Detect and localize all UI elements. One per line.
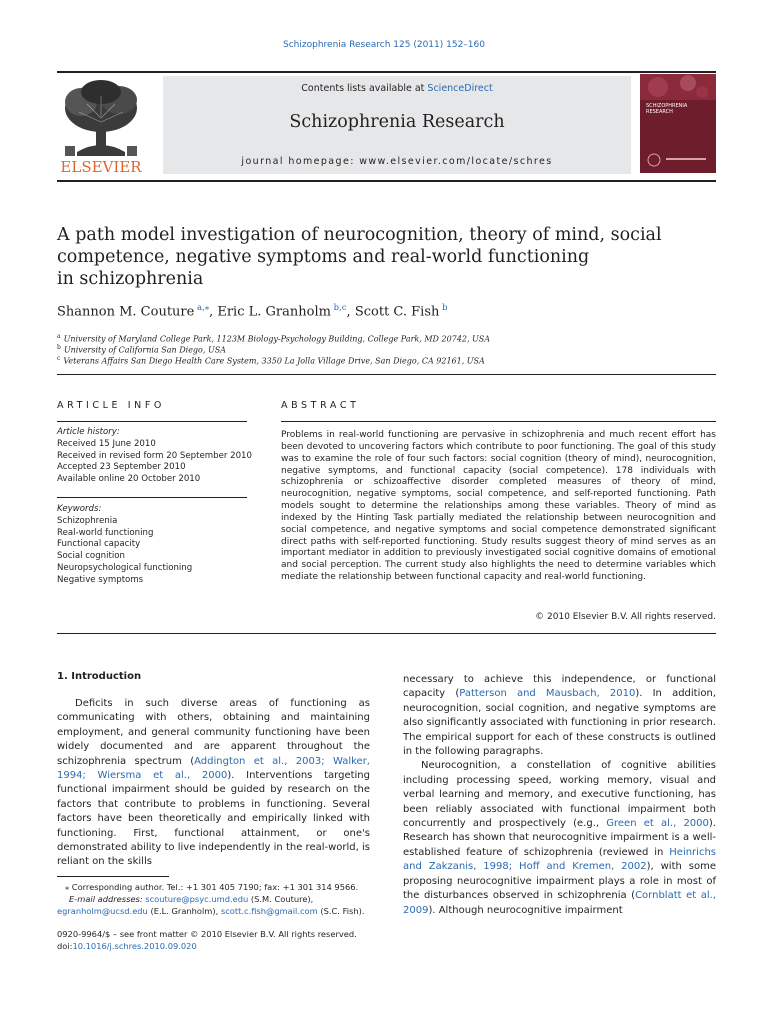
author-name: Scott C. Fish	[354, 304, 440, 320]
body-text: ). Interventions targeting functional impairment should be guided by research on the factors that contribute to problems in functioning. Several factors have been theoretically and empirically linked with functioning. First, functional attainment, or one's demonstrated ability to live independently in the real-world, is reliant on the skills	[57, 770, 370, 868]
journal-citation[interactable]: Schizophrenia Research 125 (2011) 152–160	[283, 40, 485, 50]
affiliation-text: University of Maryland College Park, 1123M Biology-Psychology Building, College Park, MD 20742, USA	[63, 334, 491, 344]
article-info-rule	[57, 421, 247, 422]
author-affiliation-link[interactable]: b,c	[330, 303, 347, 313]
body-text: ). In addition, neurocognition, social cognition, and negative symptoms are also significantly associated with functioning in prior research. The empirical support for each of these constructs is outlined in the following paragraphs.	[403, 688, 717, 758]
contents-prefix: Contents lists available at	[301, 83, 428, 94]
author-list	[57, 303, 448, 319]
cover-emblem-icon	[644, 150, 712, 170]
keywords	[57, 504, 257, 587]
cover-pattern-icon	[640, 74, 716, 100]
body-text: ), with some proposing neurocognitive impairment plays a role in most of the disturbances observed in schizophrenia (	[403, 861, 716, 902]
journal-masthead	[163, 76, 631, 174]
email-owner: (S.C. Fish).	[317, 906, 365, 916]
author-name: Shannon M. Couture	[57, 304, 195, 320]
abstract-text: Problems in real-world functioning are pervasive in schizophrenia and much recent effort has been devoted to uncovering factors which contribute to poor functioning. The goal of this study was to examine the role of four such factors: social cognition (theory of mind), neurocognition, negative symptoms, and functional capacity (social competence). 178 individuals with schizophrenia or schizoaffective disorder completed measures of theory of mind, neurocognition, negative symptoms, social competence, and self-reported functioning. Path models sought to determine the relationships among these variables. Theory of mind as indexed by the Hinting Task partially mediated the relationship between neurocognition and social competence, and negative symptoms and social competence demonstrated significant direct paths with self-reported functioning. Study results suggest theory of mind serves as an important mediator in addition to previously investigated social cognitive domains of emotional and social perception. The current study also highlights the need to determine variables which mediate the relationship between functional capacity and real-world functioning.	[281, 430, 716, 583]
email-label: E-mail addresses:	[69, 894, 143, 904]
history-item: Received in revised form 20 September 2010	[57, 450, 252, 461]
citation-link[interactable]: Patterson and Mausbach, 2010	[459, 688, 636, 700]
affiliation-marker: b	[57, 344, 61, 351]
affiliation-divider	[57, 374, 716, 375]
affiliation-text: University of California San Diego, USA	[63, 345, 226, 355]
author-name: Eric L. Granholm	[217, 304, 331, 320]
body-column-right	[403, 673, 716, 918]
issn-line: 0920-9964/$ – see front matter © 2010 Elsevier B.V. All rights reserved.	[57, 929, 357, 939]
keyword: Real-world functioning	[57, 527, 154, 538]
article-info-heading: ARTICLE INFO	[57, 400, 166, 411]
email-link[interactable]: egranholm@ucsd.edu	[57, 906, 148, 916]
body-column-left	[57, 697, 370, 870]
article-title	[57, 224, 697, 290]
sciencedirect-link[interactable]: ScienceDirect	[427, 83, 493, 94]
author-affiliation-link[interactable]: b	[439, 303, 448, 313]
title-line: competence, negative symptoms and real-world functioning	[57, 247, 590, 267]
email-owner: (E.L. Granholm),	[147, 906, 221, 916]
keyword: Schizophrenia	[57, 515, 118, 526]
body-text: necessary to achieve this independence, or functional capacity (	[403, 674, 716, 700]
abstract-rule	[281, 421, 716, 422]
email-owner: (S.M. Couture),	[248, 894, 314, 904]
affiliation-text: Veterans Affairs San Diego Health Care System, 3350 La Jolla Village Drive, San Diego, CA 92161, USA	[63, 356, 485, 366]
corresponding-author-footnote	[57, 881, 372, 917]
doi-prefix: doi:	[57, 941, 73, 951]
email-link[interactable]: scouture@psyc.umd.edu	[145, 894, 249, 904]
email-link[interactable]: scott.c.fish@gmail.com	[220, 906, 318, 916]
header-rule-bottom	[57, 180, 716, 182]
history-label: Article history:	[57, 427, 120, 437]
affiliation	[57, 333, 490, 344]
cover-band	[640, 74, 716, 100]
article-history	[57, 427, 257, 486]
doi-link[interactable]: 10.1016/j.schres.2010.09.020	[72, 941, 197, 951]
journal-cover-image	[640, 74, 716, 173]
journal-title: Schizophrenia Research	[289, 112, 505, 132]
footnote-rule	[57, 876, 169, 877]
title-line: in schizophrenia	[57, 269, 204, 289]
body-text: ). Research has shown that neurocognitive impairment is a well-established feature of schizophrenia (reviewed in	[403, 818, 716, 858]
cover-title: SCHIZOPHRENIA RESEARCH	[646, 103, 688, 115]
affiliation-marker: a	[57, 333, 61, 340]
citation-link[interactable]: Green et al., 2000	[606, 818, 709, 830]
keyword: Social cognition	[57, 551, 125, 562]
abstract-heading: ABSTRACT	[281, 400, 360, 411]
contents-line	[163, 83, 631, 94]
body-text: ). Although neurocognitive impairment	[428, 904, 623, 916]
keyword: Functional capacity	[57, 539, 141, 550]
body-paragraph	[403, 759, 716, 917]
affiliation	[57, 344, 226, 355]
keyword: Neuropsychological functioning	[57, 562, 193, 573]
publisher-wordmark: ELSEVIER	[60, 158, 142, 174]
keywords-rule	[57, 497, 247, 498]
elsevier-logo	[57, 76, 145, 174]
header-rule-top	[57, 71, 716, 73]
abstract-copyright: © 2010 Elsevier B.V. All rights reserved.	[535, 612, 716, 622]
citation-link[interactable]: Addington et al., 2003; Walker, 1994; Wiersma et al., 2000	[57, 755, 370, 782]
citation-link[interactable]: Cornblatt et al., 2009	[403, 890, 716, 916]
affiliation	[57, 355, 485, 366]
history-item: Available online 20 October 2010	[57, 474, 201, 485]
history-item: Received 15 June 2010	[57, 438, 156, 449]
journal-homepage[interactable]: journal homepage: www.elsevier.com/locate/schres	[241, 156, 553, 167]
body-paragraph	[403, 673, 716, 759]
section-heading-introduction: 1. Introduction	[57, 671, 142, 682]
author-separator: ,	[346, 304, 355, 320]
keyword: Negative symptoms	[57, 574, 144, 585]
body-text: Deficits in such diverse areas of functioning as communicating with others, obtaining and maintaining employment, and general community functioning have been widely documented and are apparent throughout the schizophrenia spectrum (	[57, 698, 370, 767]
title-line: A path model investigation of neurocognition, theory of mind, social	[57, 225, 662, 245]
citation-link[interactable]: Heinrichs and Zakzanis, 1998; Hoff and Kremen, 2002	[403, 846, 716, 873]
front-matter	[57, 928, 387, 952]
abstract-divider	[57, 633, 716, 634]
corresponding-line: ⁎ Corresponding author. Tel.: +1 301 405 7190; fax: +1 301 314 9566.	[65, 882, 359, 892]
elsevier-tree-icon	[57, 76, 145, 174]
body-text: Neurocognition, a constellation of cognitive abilities including processing speed, working memory, visual and verbal learning and memory, and executive functioning, has been reliably associated with functional impairment both concurrently and prospectively (e.g.,	[403, 760, 716, 830]
email-line	[57, 893, 372, 905]
email-line	[57, 905, 372, 917]
body-paragraph	[57, 697, 370, 870]
history-item: Accepted 23 September 2010	[57, 462, 186, 473]
doi-line	[57, 940, 387, 952]
keywords-label: Keywords:	[57, 504, 102, 514]
author-separator: ,	[209, 304, 218, 320]
affiliation-marker: c	[57, 355, 61, 362]
author-affiliation-link[interactable]: a,⁎	[194, 303, 210, 313]
